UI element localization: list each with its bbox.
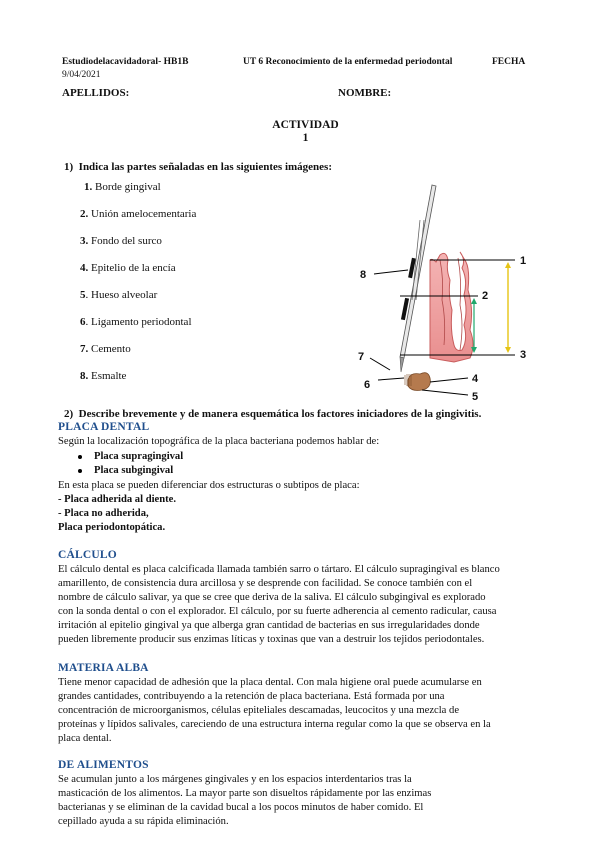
nombre-label: NOMBRE: — [338, 87, 392, 99]
label-line-7 — [370, 358, 390, 370]
course-name: Estudiodelacavidadoral- HB1B — [62, 57, 189, 67]
answer-item-3: 3. Fondo del surco — [80, 235, 162, 247]
alimentos-heading: DE ALIMENTOS — [58, 759, 149, 771]
calculo-paragraph: El cálculo dental es placa calcificada llamada también sarro o tártaro. El cálculo supragingival es blanco amarillento, de consistencia dura arcillosa y se desprende con facilidad. Se conoce también con el nombre de cálculo salivar, ya que se cree que deriva de la saliva. El cálculo subgingival es explorado con la sonda dental o con el explorador. El cálculo, por su fuerte adherencia al cemento radicular, causa irritación al epitelio gingival ya que alberga gran cantidad de bacterias en sus irregularidades donde pueden libremente producir sus enzimas líticas y toxinas que van a destruir los tejidos periodontales. — [58, 564, 500, 645]
answer-item-6: 6. Ligamento periodontal — [80, 316, 192, 328]
label-line-8 — [374, 270, 408, 274]
figure-label-6: 6 — [364, 379, 371, 391]
figure-label-8: 8 — [360, 269, 367, 281]
question-1: 1) Indica las partes señaladas en las siguientes imágenes: — [64, 161, 332, 173]
materia-heading: MATERIA ALBA — [58, 662, 149, 674]
document-date: 9/04/2021 — [62, 70, 101, 80]
figure-label-1: 1 — [520, 255, 527, 267]
activity-number: 1 — [302, 132, 309, 144]
bullet-dot — [78, 455, 82, 459]
alveolar-bone — [408, 373, 430, 391]
unit-title: UT 6 Reconocimiento de la enfermedad periodontal — [243, 57, 453, 67]
figure-label-2: 2 — [482, 290, 489, 302]
placa-sub-2: - Placa no adherida, — [58, 508, 149, 519]
figure-label-5: 5 — [472, 391, 479, 403]
placa-sub-3: Placa periodontopática. — [58, 522, 166, 533]
answer-item-2: 2. Unión amelocementaria — [80, 208, 197, 220]
calculo-heading: CÁLCULO — [58, 549, 117, 561]
activity-title: ACTIVIDAD — [272, 119, 339, 131]
figure-label-3: 3 — [520, 349, 527, 361]
bullet-dot — [78, 469, 82, 473]
answer-item-7: 7. Cemento — [80, 343, 131, 355]
gingiva-shape — [430, 252, 473, 362]
placa-intro: Según la localización topográfica de la placa bacteriana podemos hablar de: — [58, 436, 380, 447]
tooth-root-outline-2 — [458, 258, 462, 350]
probe-tip — [400, 357, 404, 372]
answer-item-5: 5. Hueso alveolar — [80, 289, 158, 301]
figure-label-7: 7 — [358, 351, 365, 363]
alimentos-paragraph: Se acumulan junto a los márgenes gingivales y en los espacios interdentarios tras la masticación de los alimentos. La mayor parte son disueltos rápidamente por las enzimas bacterianas y se eliminan de la cavidad bucal a los pocos minutos de haber comido. El cepillado ayuda a su rápida eliminación. — [58, 774, 432, 827]
label-line-4 — [430, 378, 468, 382]
fecha-label: FECHA — [492, 57, 526, 67]
question-2: 2) Describe brevemente y de manera esquemática los factores iniciadores de la gingivitis. — [64, 408, 482, 420]
answer-item-8: 8. Esmalte — [80, 370, 127, 382]
apellidos-label: APELLIDOS: — [62, 87, 130, 99]
figure-label-4: 4 — [472, 373, 479, 385]
placa-bullet-1: Placa supragingival — [0, 450, 183, 464]
placa-heading: PLACA DENTAL — [58, 421, 150, 433]
materia-paragraph: Tiene menor capacidad de adhesión que la placa dental. Con mala higiene oral puede acumularse en grandes cantidades, contribuyendo a la retención de placa bacteriana. Está formada por una concentración de microorganismos, células epiteliales descamadas, leucocitos y una mezcla de proteínas y lípidos salivales, careciendo de una estructura interna regular como la que se observa en la placa dental. — [58, 677, 491, 744]
placa-bullet-2: Placa subgingival — [0, 464, 173, 478]
answer-item-1: 1. Borde gingival — [84, 181, 161, 193]
label-line-5 — [422, 390, 468, 395]
crown-line-right — [416, 220, 424, 300]
placa-sub-1: - Placa adherida al diente. — [58, 494, 176, 505]
label-line-6 — [378, 378, 404, 380]
periodontal-diagram — [350, 180, 540, 405]
placa-sub-intro: En esta placa se pueden diferenciar dos estructuras o subtipos de placa: — [58, 480, 360, 491]
answer-item-4: 4. Epitelio de la encía — [80, 262, 176, 274]
